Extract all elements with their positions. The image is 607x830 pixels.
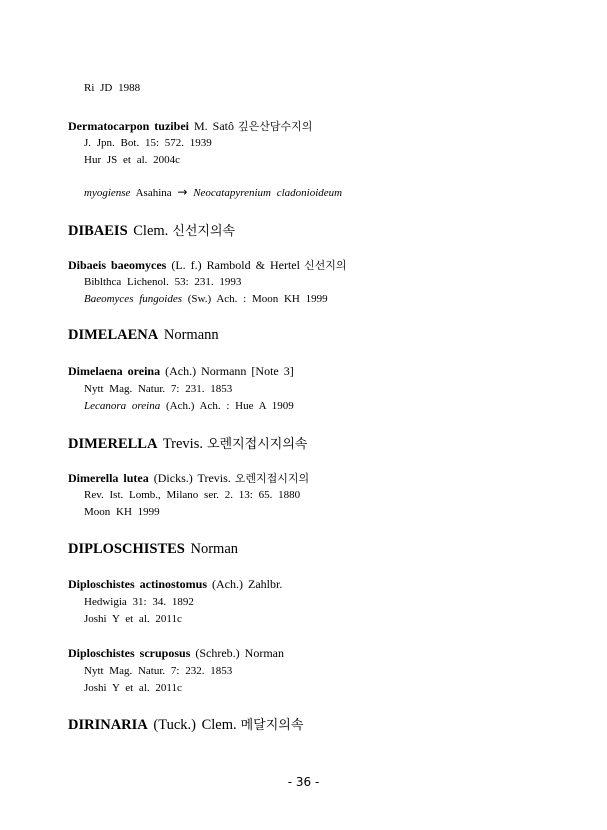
species-name: Diploschistes actinostomus [68,577,208,591]
synonym-line [84,400,294,412]
reference-line: Nytt Mag. Natur. 7: 232. 1853 [84,665,233,677]
reference-line: Hedwigia 31: 34. 1892 [84,596,194,608]
genus-name: DIRINARIA [68,717,148,733]
synonym-citation: (Ach.) Ach. : Hue A 1909 [165,400,294,412]
reference-line: Joshi Y et al. 2011c [84,613,182,625]
species-author: (L. f.) Rambold & Hertel [171,258,300,272]
genus-name: DIPLOSCHISTES [68,541,185,557]
species-entry-dermatocarpon-tuzibei [68,118,312,134]
genus-author: Norman [190,541,238,557]
reference-line: Biblthca Lichenol. 53: 231. 1993 [84,276,242,288]
page-number: - 36 - [287,775,320,789]
korean-name: 신선지의속 [172,224,236,239]
species-name: Dimerella lutea [68,471,149,485]
synonym-citation: (Sw.) Ach. : Moon KH 1999 [187,293,328,305]
korean-name: 메달지의속 [240,718,304,733]
genus-name: DIBAEIS [68,223,128,239]
species-name: Dermatocarpon tuzibei [68,119,189,133]
synonym-name: Lecanora oreina [84,400,161,412]
species-name: Dibaeis baeomyces [68,258,167,272]
genus-author: Clem. [133,223,169,239]
synonym-line [84,293,328,305]
species-entry-diploschistes-scruposus [68,646,284,661]
synonym-redirect-line [84,185,342,199]
species-entry-dibaeis-baeomyces [68,257,346,273]
reference-line: Joshi Y et al. 2011c [84,682,182,694]
korean-name: 깊은산담수지의 [238,120,313,133]
synonym-author: Asahina [135,187,172,199]
reference-line: J. Jpn. Bot. 15: 572. 1939 [84,137,212,149]
species-author: (Dicks.) Trevis. [153,471,231,485]
species-author: (Schreb.) Norman [195,646,284,660]
reference-line: Rev. Ist. Lomb., Milano ser. 2. 13: 65. 1880 [84,489,301,501]
synonym-name: Baeomyces fungoides [84,293,182,305]
reference-line: Moon KH 1999 [84,506,160,518]
species-entry-diploschistes-actinostomus [68,577,282,592]
genus-name: DIMELAENA [68,327,159,343]
species-author: M. Satô [193,119,234,133]
genus-author: (Tuck.) Clem. [153,717,237,733]
species-author: (Ach.) Normann [Note 3] [165,364,294,378]
genus-author: Trevis. [162,436,203,452]
species-name: Diploschistes scruposus [68,646,191,660]
korean-name: 오렌지접시지의 [234,472,310,485]
genus-author: Normann [163,327,219,343]
korean-name: 신선지의 [303,259,347,272]
right-arrow-icon: → [177,185,188,199]
genus-heading-dibaeis [68,220,235,240]
genus-heading-diploschistes [68,541,238,558]
species-entry-dimerella-lutea [68,470,309,486]
accepted-name: Neocatapyrenium cladonioideum [193,187,343,199]
reference-line: Hur JS et al. 2004c [84,154,181,166]
genus-heading-dirinaria [68,714,303,734]
species-author: (Ach.) Zahlbr. [212,577,283,591]
species-entry-dimelaena-oreina [68,364,294,379]
korean-name: 오렌지접시지의속 [206,437,308,452]
synonym-epithet: myogiense [84,187,131,199]
genus-heading-dimerella [68,433,307,453]
genus-heading-dimelaena [68,327,219,344]
reference-line: Nytt Mag. Natur. 7: 231. 1853 [84,383,233,395]
species-name: Dimelaena oreina [68,364,161,378]
reference-line: Ri JD 1988 [84,82,141,94]
genus-name: DIMERELLA [68,436,158,452]
